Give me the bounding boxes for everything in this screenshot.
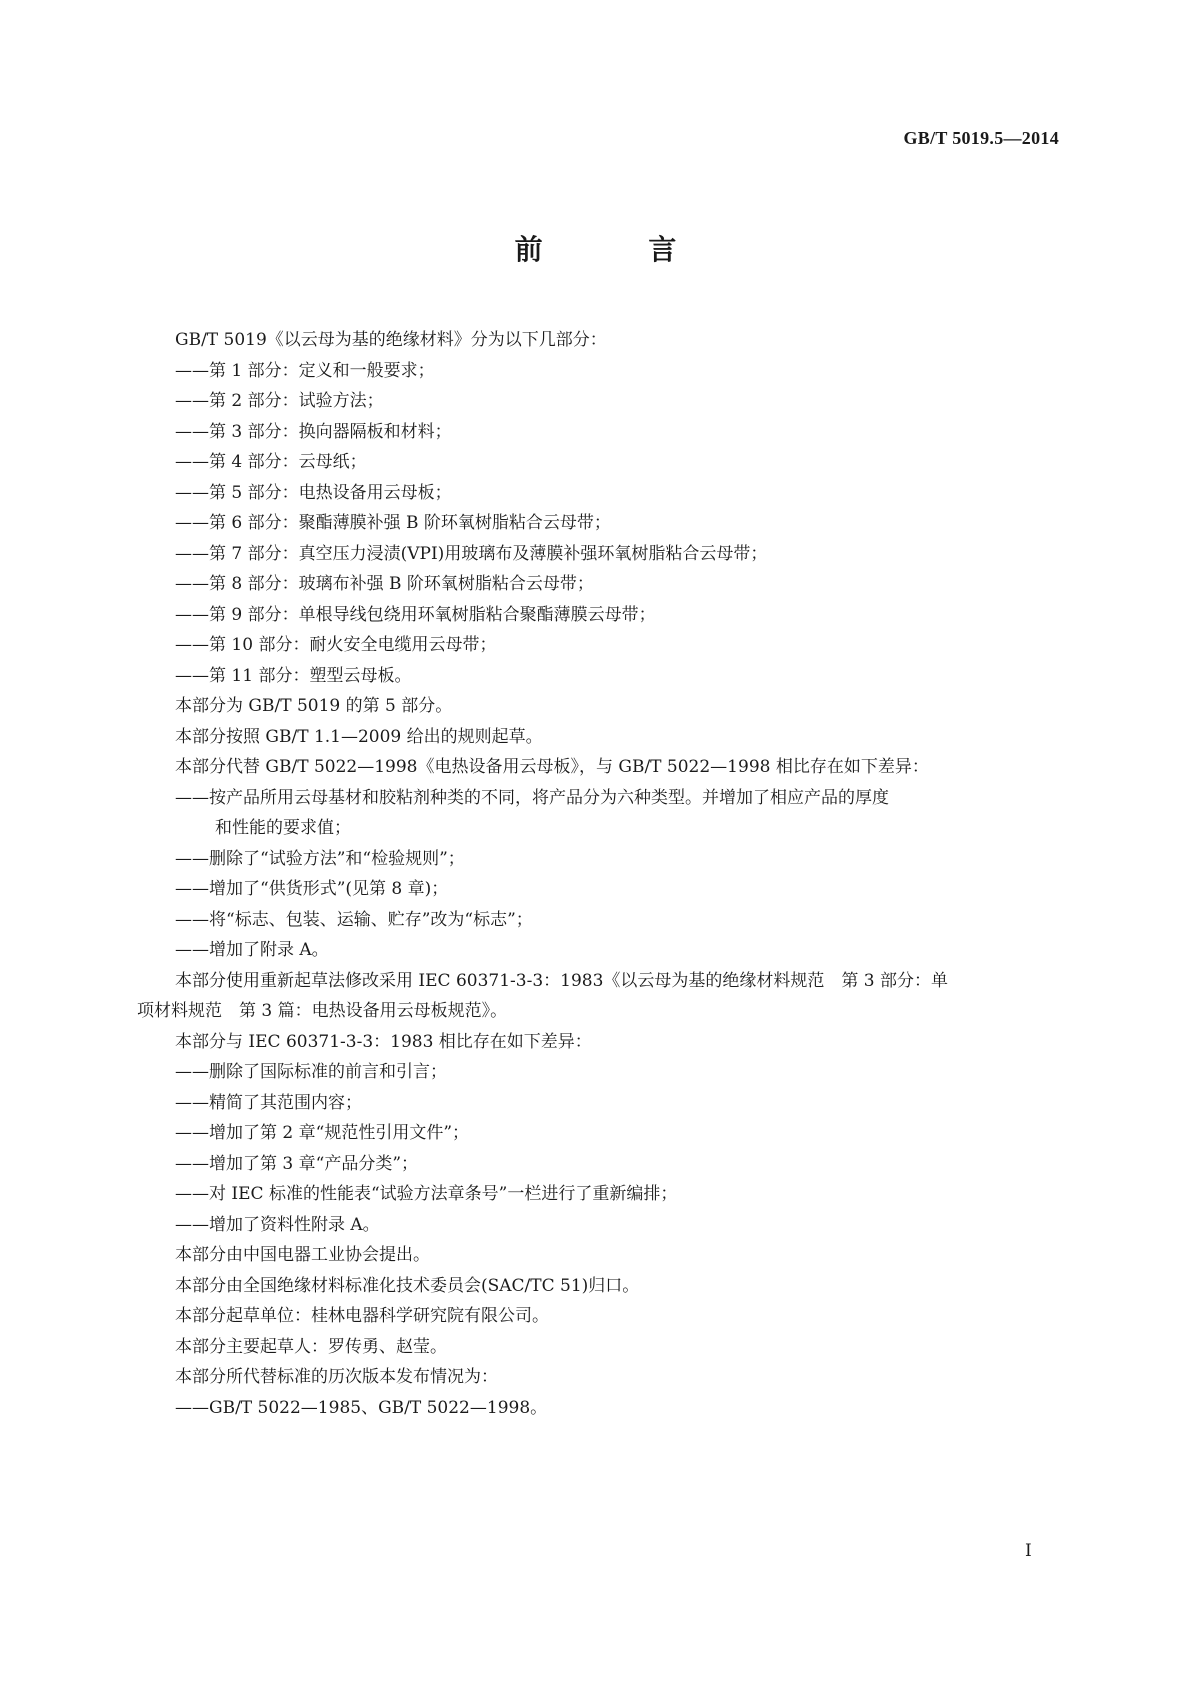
history-intro: 本部分所代替标准的历次版本发布情况为： [175, 1367, 498, 1387]
part-item-11: ——第 11 部分：塑型云母板。 [175, 665, 412, 686]
drafting-unit: 本部分起草单位：桂林电器科学研究院有限公司。 [175, 1306, 549, 1326]
history-item: ——GB/T 5022—1985、GB/T 5022—1998。 [175, 1397, 548, 1418]
part-item-8: ——第 8 部分：玻璃布补强 B 阶环氧树脂粘合云母带； [175, 574, 594, 594]
standard-code: GB/T 5019.5—2014 [903, 128, 1059, 148]
iec-diff-item-5: ——对 IEC 标准的性能表“试验方法章条号”一栏进行了重新编排； [175, 1184, 678, 1204]
part-item-4: ——第 4 部分：云母纸； [175, 452, 367, 472]
drafters: 本部分主要起草人：罗传勇、赵莹。 [175, 1336, 447, 1357]
parts-intro: GB/T 5019《以云母为基的绝缘材料》分为以下几部分： [175, 330, 607, 350]
change-item-2: ——删除了“试验方法”和“检验规则”； [175, 848, 465, 869]
document-body [137, 325, 1057, 1423]
proposer-statement: 本部分由中国电器工业协会提出。 [175, 1245, 430, 1265]
part-item-7: ——第 7 部分：真空压力浸渍(VPI)用玻璃布及薄膜补强环氧树脂粘合云母带； [175, 543, 768, 564]
committee-statement: 本部分由全国绝缘材料标准化技术委员会(SAC/TC 51)归口。 [175, 1275, 640, 1296]
part-item-1: ——第 1 部分：定义和一般要求； [175, 360, 435, 381]
drafting-rules: 本部分按照 GB/T 1.1—2009 给出的规则起草。 [175, 726, 543, 747]
change-item-1: ——按产品所用云母基材和胶粘剂种类的不同，将产品分为六种类型。并增加了相应产品的厚度 [175, 787, 889, 808]
part-statement: 本部分为 GB/T 5019 的第 5 部分。 [175, 696, 453, 716]
part-item-2: ——第 2 部分：试验方法； [175, 391, 384, 411]
page-title: 前 言 [514, 233, 725, 266]
iec-diff-item-3: ——增加了第 2 章“规范性引用文件”； [175, 1123, 470, 1143]
change-item-5: ——增加了附录 A。 [175, 940, 329, 960]
part-item-9: ——第 9 部分：单根导线包绕用环氧树脂粘合聚酯薄膜云母带； [175, 604, 656, 625]
iec-diff-item-1: ——删除了国际标准的前言和引言； [175, 1062, 447, 1082]
iec-diff-item-4: ——增加了第 3 章“产品分类”； [175, 1153, 419, 1174]
adoption-statement-cont: 项材料规范 第 3 篇：电热设备用云母板规范》。 [137, 1001, 508, 1021]
change-item-3: ——增加了“供货形式”(见第 8 章)； [175, 879, 449, 899]
iec-diff-item-2: ——精简了其范围内容； [175, 1092, 362, 1113]
replacement-statement: 本部分代替 GB/T 5022—1998《电热设备用云母板》，与 GB/T 5022—1998 相比存在如下差异： [175, 757, 929, 777]
part-item-5: ——第 5 部分：电热设备用云母板； [175, 482, 452, 503]
part-item-10: ——第 10 部分：耐火安全电缆用云母带； [175, 635, 497, 655]
page-number: I [1025, 1541, 1032, 1561]
adoption-statement: 本部分使用重新起草法修改采用 IEC 60371-3-3：1983《以云母为基的绝缘材料规范 第 3 部分：单 [175, 970, 949, 991]
part-item-6: ——第 6 部分：聚酯薄膜补强 B 阶环氧树脂粘合云母带； [175, 513, 611, 533]
change-item-4: ——将“标志、包装、运输、贮存”改为“标志”； [175, 909, 533, 930]
part-item-3: ——第 3 部分：换向器隔板和材料； [175, 421, 452, 442]
iec-diff-item-6: ——增加了资料性附录 A。 [175, 1214, 380, 1235]
iec-diff-intro: 本部分与 IEC 60371-3-3：1983 相比存在如下差异： [175, 1031, 592, 1052]
change-item-1-cont: 和性能的要求值； [215, 818, 351, 838]
